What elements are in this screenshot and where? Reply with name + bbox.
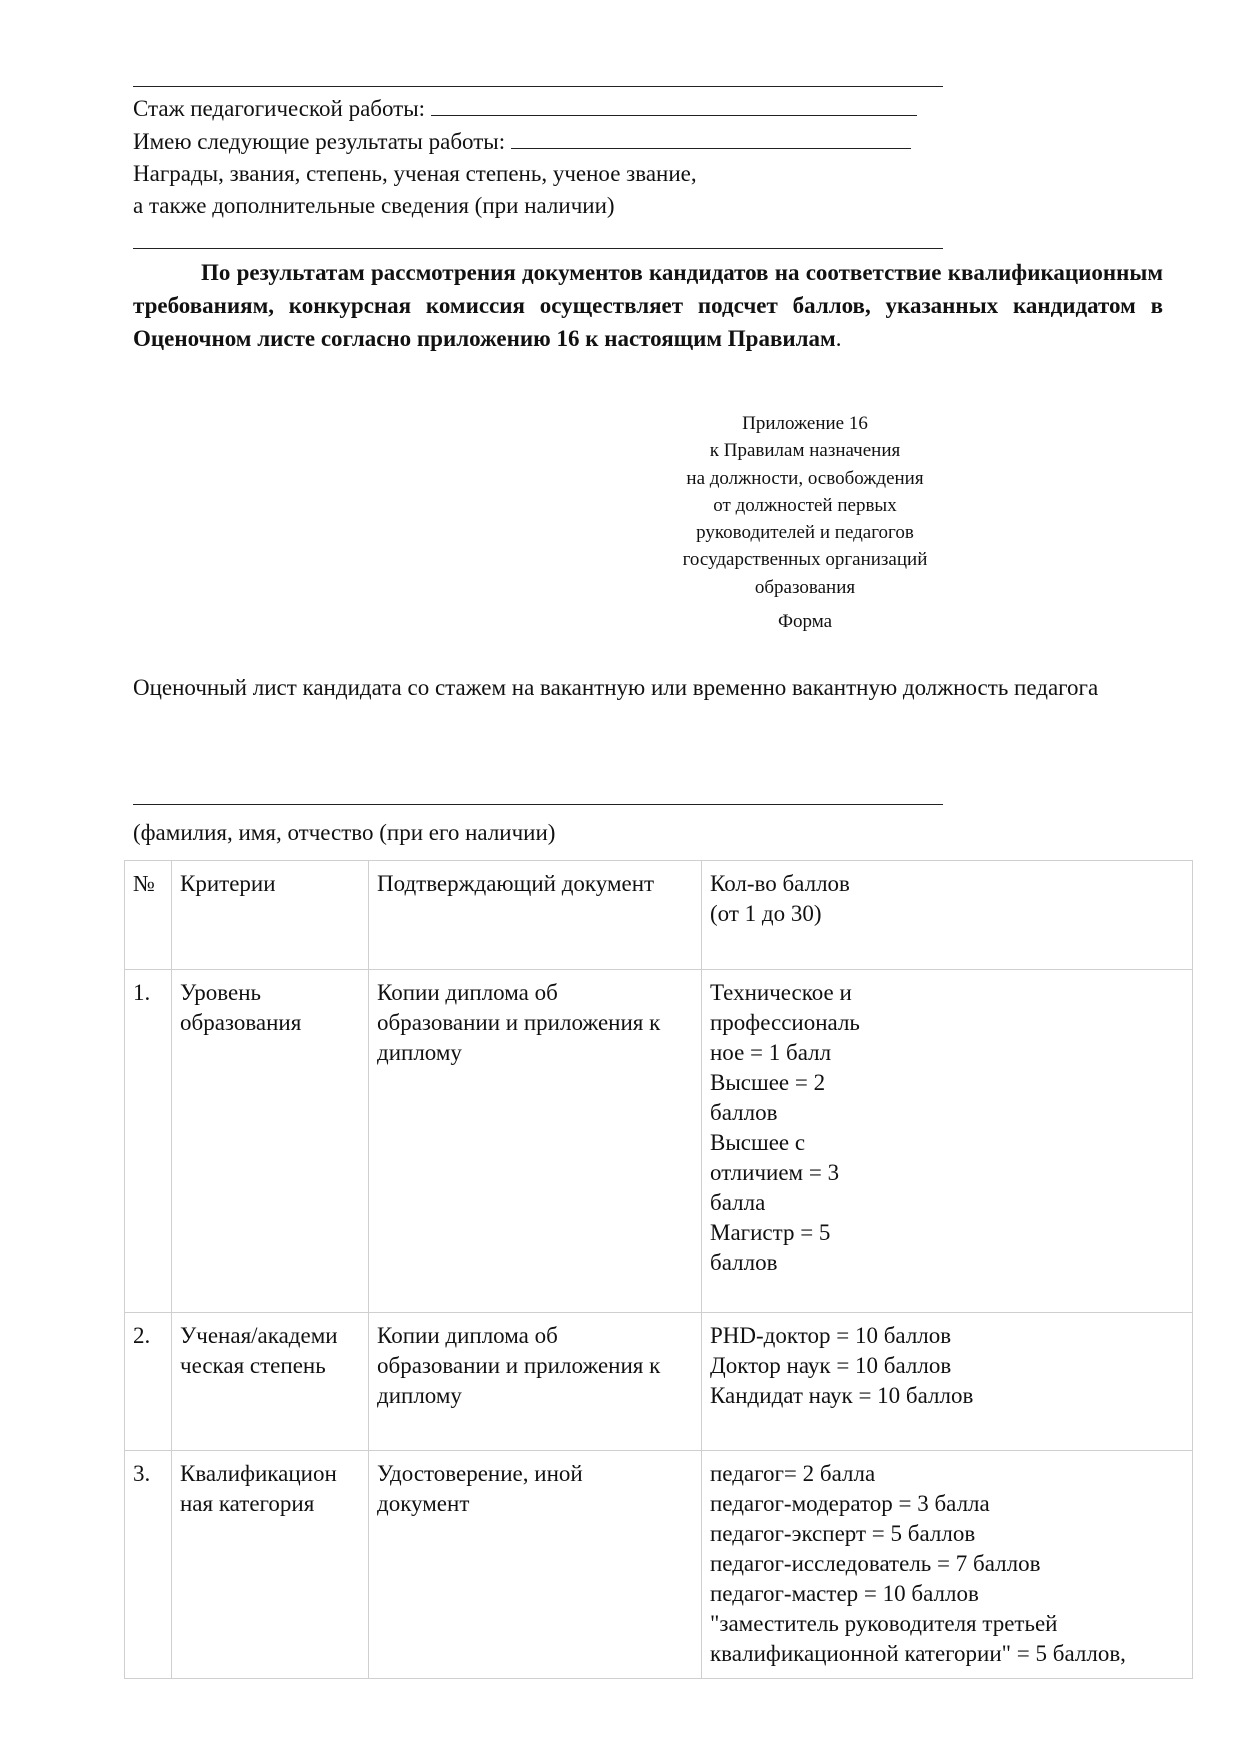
table-row	[125, 970, 1193, 1313]
row-number: 1.	[125, 970, 172, 1313]
row-criteria: Квалификацион ная категория	[172, 1451, 369, 1679]
experience-line	[133, 91, 917, 125]
table-row	[125, 1451, 1193, 1679]
blank-line-fio	[133, 804, 943, 805]
results-line	[133, 124, 911, 158]
header-points: Кол-во баллов (от 1 до 30)	[702, 861, 1193, 970]
commission-paragraph-period: .	[835, 326, 842, 351]
results-blank	[511, 124, 911, 149]
blank-line-awards	[133, 248, 943, 249]
appendix-line: к Правилам назначения	[709, 440, 901, 462]
appendix-line: государственных организаций	[682, 549, 928, 571]
row-points: PHD-доктор = 10 баллов Доктор наук = 10 баллов Кандидат наук = 10 баллов	[702, 1313, 1193, 1451]
fio-caption: (фамилия, имя, отчество (при его наличии)	[133, 820, 556, 845]
row-number: 3.	[125, 1451, 172, 1679]
experience-label: Стаж педагогической работы:	[133, 96, 426, 121]
appendix-line: Приложение 16	[742, 413, 868, 434]
results-label: Имею следующие результаты работы:	[133, 129, 506, 154]
header-document: Подтверждающий документ	[369, 861, 702, 970]
header-criteria: Критерии	[172, 861, 369, 970]
awards-line-2: а также дополнительные сведения (при наличии)	[133, 193, 615, 218]
commission-paragraph	[133, 256, 1163, 355]
appendix-line: на должности, освобождения	[686, 467, 924, 489]
experience-blank	[431, 91, 917, 116]
row-criteria: Ученая/академи ческая степень	[172, 1313, 369, 1451]
blank-line-top	[133, 86, 943, 87]
commission-paragraph-text: По результатам рассмотрения документов кандидатов на соответствие квалификационным требованиям, конкурсная комиссия осуществляет подсчет баллов, указанных кандидатом в Оценочном листе согласно приложению 16 к настоящим Правилам	[133, 260, 1163, 351]
form-label: Форма	[777, 611, 833, 632]
row-document: Удостоверение, иной документ	[369, 1451, 702, 1679]
row-document: Копии диплома об образовании и приложения к дипломy	[369, 1313, 702, 1451]
appendix-line: от должностей первых	[713, 494, 897, 516]
table-header-row	[125, 861, 1193, 970]
row-points: Техническое и профессиональ ное = 1 балл Высшее = 2 баллов Высшее с отличием = 3 балла Магистр = 5 баллов	[702, 970, 1193, 1313]
document-title: Оценочный лист кандидата со стажем на вакантную или временно вакантную должность педагога	[133, 675, 1099, 700]
evaluation-table	[124, 860, 1193, 1679]
appendix-line: образования	[754, 576, 856, 598]
row-criteria: Уровень образования	[172, 970, 369, 1313]
appendix-header	[650, 410, 960, 601]
table-row	[125, 1313, 1193, 1451]
awards-line-1: Награды, звания, степень, ученая степень, ученое звание,	[133, 161, 697, 186]
row-number: 2.	[125, 1313, 172, 1451]
row-document: Копии диплома об образовании и приложения к дипломy	[369, 970, 702, 1313]
row-points: педагог= 2 балла педагог-модератор = 3 балла педагог-эксперт = 5 баллов педагог-исследователь = 7 баллов педагог-мастер = 10 баллов "заместитель руководителя третьей квалификационной категории" = 5 баллов,	[702, 1451, 1193, 1679]
appendix-line: руководителей и педагогов	[696, 522, 914, 544]
header-number: №	[125, 861, 172, 970]
